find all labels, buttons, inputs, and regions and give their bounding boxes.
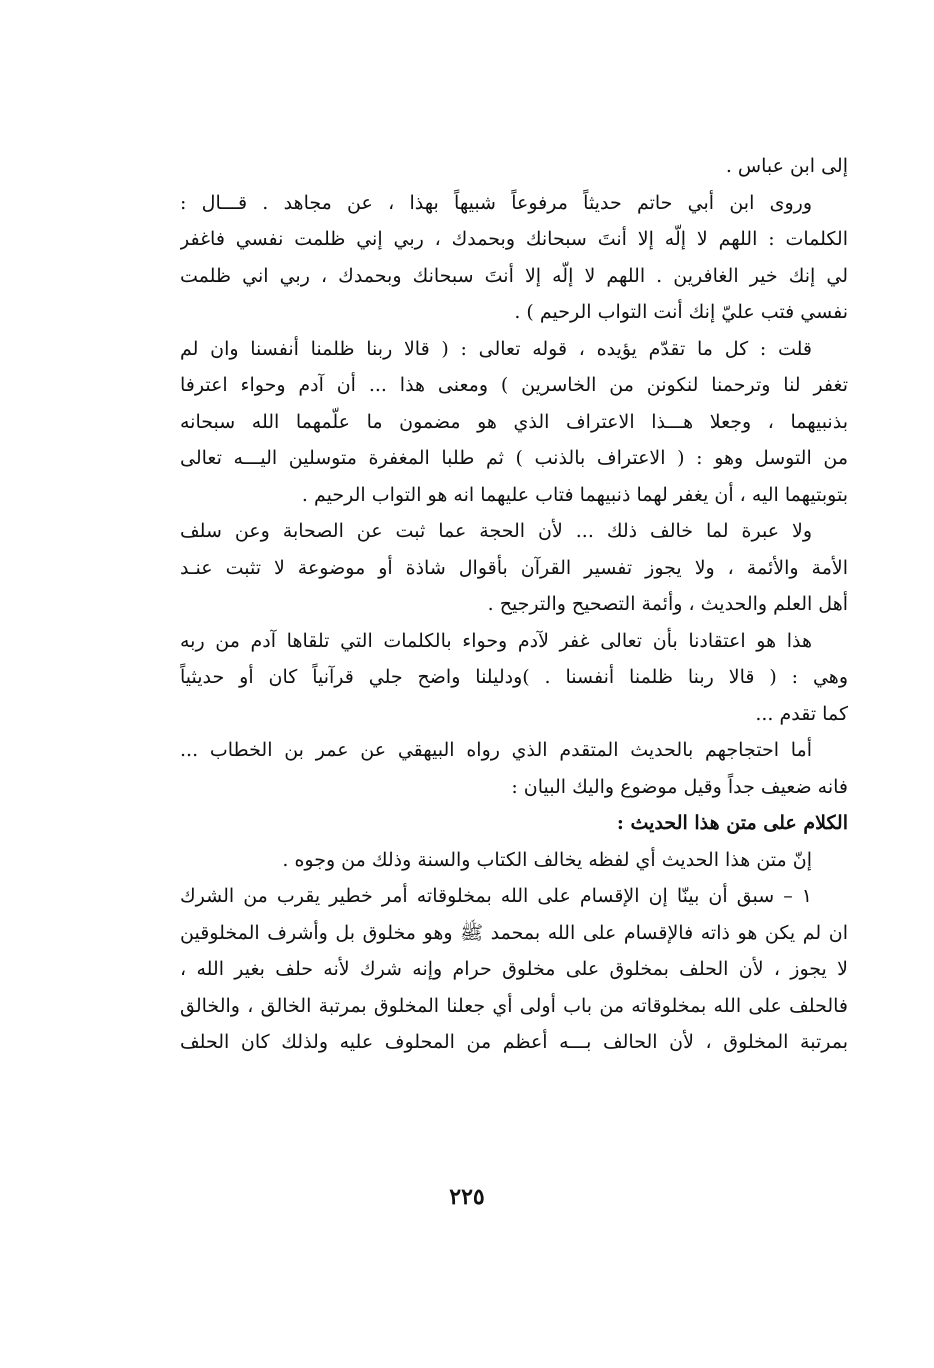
text-line: أهل العلم والحديث ، وأئمة التصحيح والترجيح . (487, 593, 848, 615)
text-line: الكلام على متن هذا الحديث : (616, 812, 848, 834)
text-line: بمرتبة المخلوق ، لأن الحالف بـــه أعظم من المحلوف عليه ولذلك كان الحلف (180, 1031, 848, 1053)
text-line: إلى ابن عباس . (725, 155, 848, 177)
text-line: بذنبيهما ، وجعلا هـــذا الاعتراف الذي هو مضمون ما علّمهما الله سبحانه (180, 410, 848, 433)
text-line: لي إنك خير الغافرين . اللهم لا إلّه إلا أنتَ سبحانك وبحمدك ، ربي اني ظلمت (180, 264, 848, 287)
text-line: ولا عبرة لما خالف ذلك ... لأن الحجة عما ثبت عن الصحابة وعن سلف (180, 520, 812, 542)
text-line: تغفر لنا وترحمنا لنكونن من الخاسرين ) ومعنى هذا ... أن آدم وحواء اعترفا (180, 374, 848, 396)
text-line: ١ – سبق أن بينّا إن الإقسام على الله بمخلوقاته أمر خطير يقرب من الشرك (180, 885, 812, 907)
text-line: الأمة والأئمة ، ولا يجوز تفسير القرآن بأقوال شاذة أو موضوعة لا تثبت عنـد (180, 556, 848, 579)
text-line: إنّ متن هذا الحديث أي لفظه يخالف الكتاب والسنة وذلك من وجوه . (282, 848, 812, 871)
text-line: ان لم يكن هو ذاته فالإقسام على الله بمحمد ﷺ وهو مخلوق بل وأشرف المخلوقين (180, 921, 848, 944)
text-line: فانه ضعيف جداً وقيل موضوع واليك البيان : (511, 775, 848, 798)
text-line: نفسي فتب عليّ إنك أنت التواب الرحيم ) . (514, 301, 848, 323)
text-line: قلت : كل ما تقدّم يؤيده ، قوله تعالى : ( قالا ربنا ظلمنا أنفسنا وان لم (180, 337, 812, 360)
text-line: هذا هو اعتقادنا بأن تعالى غفر لآدم وحواء بالكلمات التي تلقاها آدم من ربه (180, 629, 813, 652)
text-line: لا يجوز ، لأن الحلف بمخلوق على مخلوق حرام وإنه شرك لأنه حلف بغير الله ، (180, 958, 848, 980)
text-line: فالحلف على الله بمخلوقاته من باب أولى أي جعلنا المخلوق بمرتبة الخالق ، والخالق (180, 994, 848, 1017)
page-number: ٢٢٥ (449, 1184, 485, 1210)
text-line: من التوسل وهو : ( الاعتراف بالذنب ) ثم طلبا المغفرة متوسلين اليـــه تعالى (180, 447, 848, 469)
text-line: الكلمات : اللهم لا إلّه إلا أنتَ سبحانك وبحمدك ، ربي إني ظلمت نفسي فاغفر (180, 228, 848, 250)
text-line: أما احتجاجهم بالحديث المتقدم الذي رواه البيهقي عن عمر بن الخطاب ... (180, 739, 812, 761)
text-line: كما تقدم ... (755, 702, 848, 725)
arabic-body-text (180, 148, 848, 1061)
text-line: وهي : ( قالا ربنا ظلمنا أنفسنا . )ودليلنا واضح جلي قرآنياً كان أو حديثياً (180, 666, 848, 688)
text-line: وروى ابن أبي حاتم حديثاً مرفوعاً شبيهاً بهذا ، عن مجاهد . قـــال : (180, 191, 812, 214)
text-line: بتوبتيهما اليه ، أن يغفر لهما ذنبيهما فتاب عليهما انه هو التواب الرحيم . (301, 483, 848, 506)
